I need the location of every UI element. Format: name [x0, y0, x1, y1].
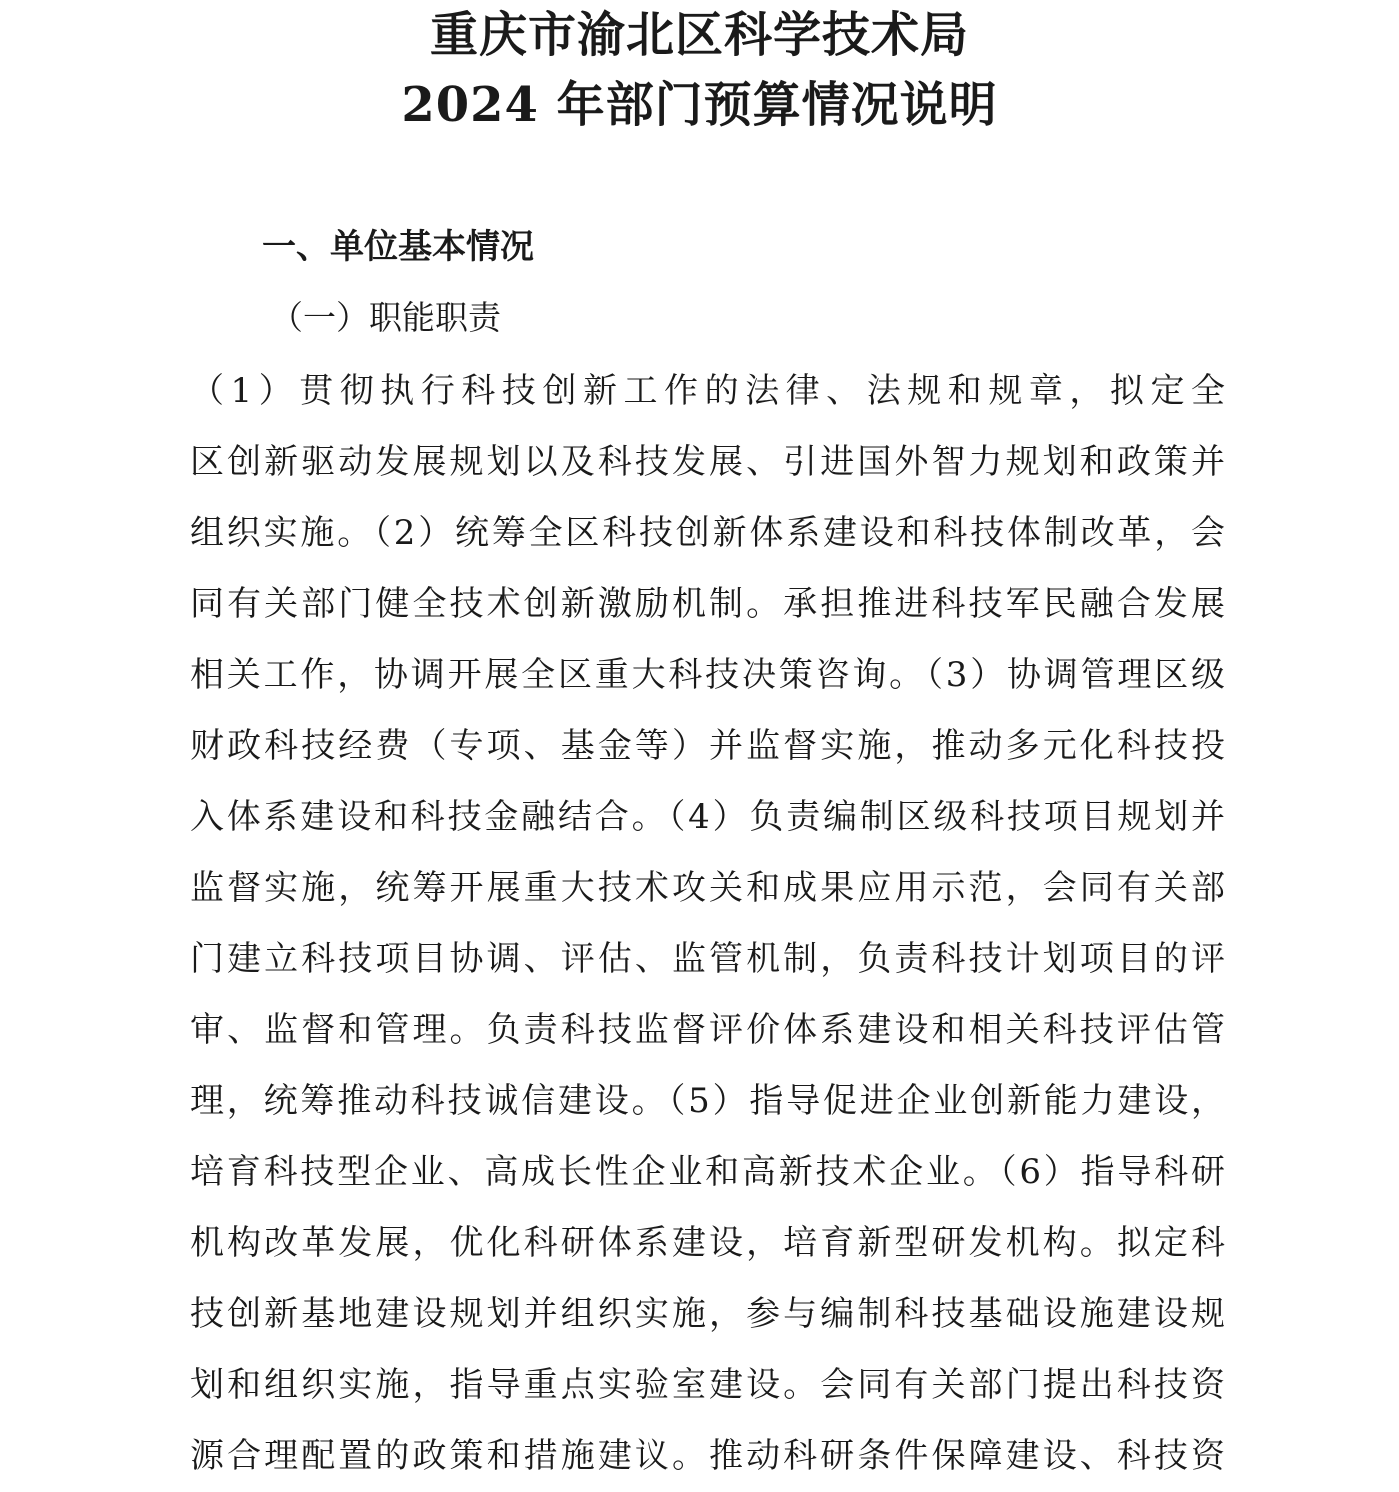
paragraph-line: 划和组织实施，指导重点实验室建设。会同有关部门提出科技资: [190, 1365, 1226, 1405]
document-title: [0, 0, 1399, 140]
sub-heading: （一）职能职责: [270, 298, 501, 337]
paragraph-line: 门建立科技项目协调、评估、监管机制，负责科技计划项目的评: [190, 939, 1226, 979]
title-line-2: 2024 年部门预算情况说明: [401, 77, 998, 133]
paragraph-line: （1）贯彻执行科技创新工作的法律、法规和规章，拟定全: [190, 371, 1226, 411]
title-line-1: 重庆市渝北区科学技术局: [429, 7, 969, 63]
paragraph-line: 财政科技经费（专项、基金等）并监督实施，推动多元化科技投: [190, 726, 1226, 766]
paragraph-line: 机构改革发展，优化科研体系建设，培育新型研发机构。拟定科: [190, 1223, 1226, 1263]
paragraph-line: 源合理配置的政策和措施建议。推动科研条件保障建设、科技资: [190, 1436, 1226, 1476]
paragraph-line: 审、监督和管理。负责科技监督评价体系建设和相关科技评估管: [190, 1010, 1226, 1050]
body-paragraph: [190, 356, 1226, 1492]
section-heading: 一、单位基本情况: [262, 227, 534, 267]
paragraph-line: 组织实施。（2）统筹全区科技创新体系建设和科技体制改革，会: [190, 513, 1226, 553]
paragraph-line: 相关工作，协调开展全区重大科技决策咨询。（3）协调管理区级: [190, 655, 1226, 695]
paragraph-line: 同有关部门健全技术创新激励机制。承担推进科技军民融合发展: [190, 584, 1226, 624]
paragraph-line: 监督实施，统筹开展重大技术攻关和成果应用示范，会同有关部: [190, 868, 1226, 908]
paragraph-line: 入体系建设和科技金融结合。（4）负责编制区级科技项目规划并: [190, 797, 1226, 837]
paragraph-line: 技创新基地建设规划并组织实施，参与编制科技基础设施建设规: [190, 1294, 1226, 1334]
paragraph-line: 区创新驱动发展规划以及科技发展、引进国外智力规划和政策并: [190, 442, 1226, 482]
paragraph-line: 培育科技型企业、高成长性企业和高新技术企业。（6）指导科研: [190, 1152, 1226, 1192]
paragraph-line: 理，统筹推动科技诚信建设。（5）指导促进企业创新能力建设，: [190, 1081, 1226, 1121]
